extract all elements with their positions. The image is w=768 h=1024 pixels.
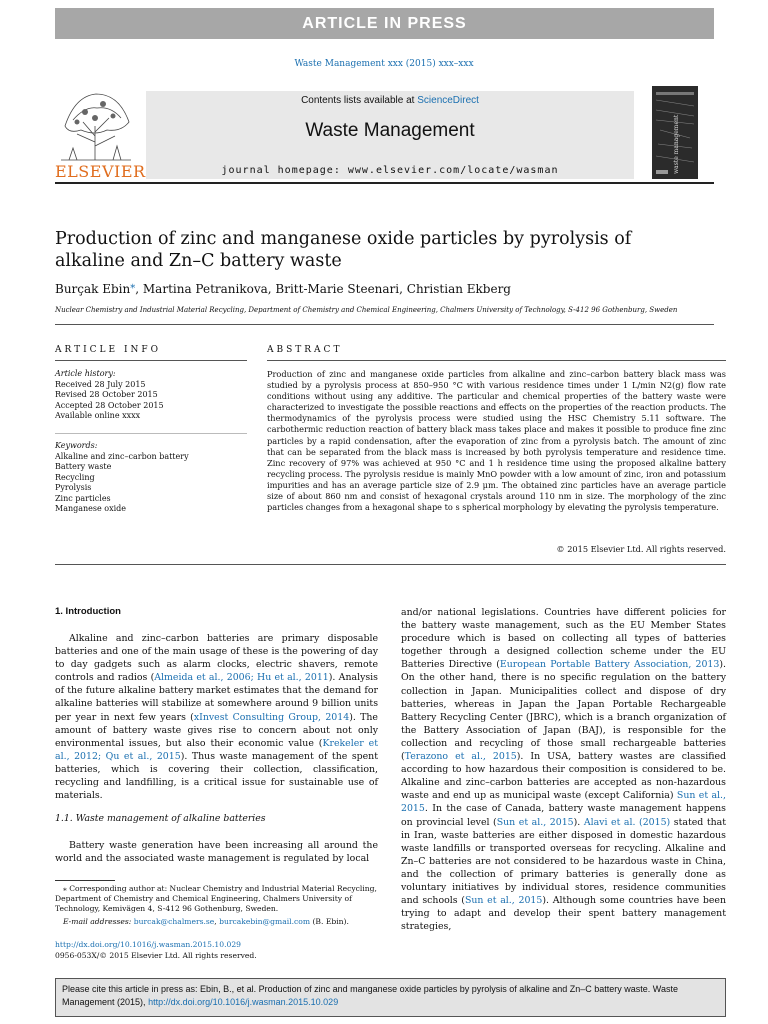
keywords-label: Keywords: [55, 441, 98, 450]
article-info-heading: ARTICLE INFO [55, 345, 162, 355]
text-run: ). Although some countries have been trying to adapt and develop their spent battery management strategies, [401, 895, 726, 933]
introduction-heading: 1. Introduction [55, 606, 121, 617]
footnotes [55, 884, 378, 927]
abstract-copyright: © 2015 Elsevier Ltd. All rights reserved. [556, 544, 726, 554]
email-suffix: (B. Ebin). [310, 916, 349, 926]
corresponding-author-mark[interactable]: ⁎ [130, 280, 136, 291]
affiliation: Nuclear Chemistry and Industrial Material Recycling, Department of Chemistry and Chemical Engineering, Chalmers University of Technology, S-412 96 Gothenburg, Sweden [55, 306, 678, 314]
header-rule [55, 182, 714, 184]
text-run: ). [573, 816, 584, 828]
abstract-text: Production of zinc and manganese oxide particles from alkaline and zinc–carbon battery black mass was studied by a pyrolysis process at 850–950 °C with various residence times under 1 L/min N2(g) flow rate conditions without using any additive. The particular and chemical properties of the battery waste were characterized to investigate the possible reactions and effects on the properties of the reaction products. The thermodynamics of the pyrolysis process were studied using the HSC Chemistry 5.11 software. The carbothermic reduction reaction of battery black mass takes place and makes it possible to produce fine zinc particles by a rapid condensation, after the evaporation of zinc from a pyrolysis batch. The amount of zinc that can be separated from the black mass is increased by both pyrolysis temperature and residence time. Zinc recovery of 97% was achieved at 950 °C and 1 h residence time using the proposed alkaline battery recycling process. The pyrolysis residue is mainly MnO powder with a low amount of zinc, iron and potassium impurities and has an average particle size of 2.9 μm. The obtained zinc particles have an average particle size of about 860 nm and consist of hexagonal crystals around 110 nm in size. The morphology of the zinc particles changes from a hexagonal shape to s spherical morphology by elevating the pyrolysis temperature. [267, 369, 726, 513]
text-run: . In the case of Canada, battery waste management happens on provincial level ( [401, 803, 726, 828]
cite-text: Please cite this article in press as: Ebin, B., et al. Production of zinc and manganese oxide particles by pyrolysis of alkaline and Zn–C battery waste. Waste Management (2015), [62, 984, 678, 1007]
history-item: Received 28 July 2015 [55, 379, 146, 389]
other-authors: , Martina Petranikova, Britt-Marie Steenari, Christian Ekberg [135, 282, 511, 296]
intro-paragraph-2 [55, 839, 378, 865]
email-addresses [55, 917, 378, 927]
citation-link[interactable]: Terazono et al., 2015 [404, 751, 517, 763]
email-link[interactable]: burcak@chalmers.se [133, 916, 215, 926]
journal-cover-thumbnail [652, 86, 698, 179]
sciencedirect-link[interactable]: ScienceDirect [417, 95, 479, 106]
text-run: ). The amount of battery waste gives rise to concern about not only environmental issues, but also their economic value ( [55, 711, 378, 749]
cite-doi-link[interactable]: http://dx.doi.org/10.1016/j.wasman.2015.10.029 [148, 997, 339, 1007]
intro-right-column [401, 606, 726, 933]
doi-block [55, 940, 257, 961]
divider [55, 324, 714, 325]
citation-link[interactable]: xInvest Consulting Group, 2014 [193, 711, 350, 723]
text-run: ). In USA, battery wastes are classified according to how hazardous their composition is considered to be. Alkaline and zinc–carbon batteries are accepted as non-hazardous waste and end up as municipal waste (except California) [401, 751, 727, 802]
text-run: Battery waste generation have been increasing all around the world and the associated waste management is regulated by local [55, 840, 378, 865]
corresponding-author: Burçak Ebin [55, 282, 131, 296]
article-history [55, 369, 164, 422]
footnote-rule [55, 880, 115, 881]
history-item: Accepted 28 October 2015 [55, 400, 164, 410]
text-run: ). Thus waste management of the spent batteries, which is covering their collection, classification, recycling and landfilling, is a critical issue for sustainable use of materials. [55, 750, 378, 802]
email-separator: , [214, 916, 220, 926]
contents-prefix: Contents lists available at [301, 95, 418, 106]
elsevier-wordmark: ELSEVIER [55, 162, 146, 181]
text-run: ). On the other hand, there is no specific regulation on the battery collection in Japan. Municipalities collect and dispose of dry batteries, whereas in Japan the Japan Portable Rechargeable Battery Recycling Center (JBRC), which is a branch organization of the Battery Association of Japan (BAJ), is responsible for the collection and recycling of those small rechargeable batteries ( [401, 659, 726, 763]
keyword-item: Manganese oxide [55, 504, 127, 513]
citation-link[interactable]: Sun et al., 2015 [464, 895, 543, 907]
paper-title: Production of zinc and manganese oxide particles by pyrolysis of alkaline and Zn–C battery waste [55, 229, 632, 271]
contents-lists-line [146, 95, 634, 106]
divider [267, 360, 726, 361]
history-label: Article history: [55, 369, 116, 378]
article-in-press-banner: ARTICLE IN PRESS [55, 8, 714, 39]
divider [55, 360, 247, 361]
divider [55, 564, 726, 565]
intro-paragraph-1 [55, 632, 378, 802]
issn-line: 0956-053X/© 2015 Elsevier Ltd. All rights reserved. [55, 950, 257, 960]
author-list [55, 282, 511, 296]
keyword-item: Alkaline and zinc–carbon battery [55, 451, 189, 461]
email-link[interactable]: burcakebin@gmail.com [219, 916, 311, 926]
text-run: ). Analysis of the future alkaline battery market estimates that the demand for alkaline batteries will stabilize at somewhere around 9 billion units per year in next few years ( [55, 672, 378, 723]
citation-link[interactable]: European Portable Battery Association, 2013 [499, 659, 720, 671]
keyword-item: Recycling [55, 472, 95, 482]
keyword-item: Pyrolysis [55, 483, 92, 492]
text-run: and/or national legislations. Countries have different policies for the battery waste management, such as the EU Member States procedure which is based on collecting all types of batteries together through a designed collection scheme under the EU Batteries Directive ( [401, 607, 726, 671]
journal-homepage[interactable]: journal homepage: www.elsevier.com/locate/wasman [221, 165, 559, 176]
citation-link[interactable]: Krekeler et al., 2012; Qu et al., 2015 [55, 737, 378, 762]
journal-reference-link[interactable]: Waste Management xxx (2015) xxx–xxx [294, 59, 474, 69]
cover-journal-name: waste management [673, 114, 680, 174]
keyword-item: Zinc particles [55, 493, 111, 503]
keywords [55, 441, 189, 515]
citation-link[interactable]: Alavi et al. (2015) [583, 816, 671, 828]
history-item: Available online xxxx [55, 411, 141, 420]
cite-this-article-box [55, 978, 726, 1017]
keyword-item: Battery waste [55, 462, 112, 471]
abstract-heading: ABSTRACT [267, 345, 343, 355]
email-label: E-mail addresses: [63, 916, 132, 926]
citation-link[interactable]: Almeida et al., 2006; Hu et al., 2011 [154, 672, 329, 684]
text-run: Alkaline and zinc–carbon batteries are primary disposable batteries and one of the main usage of these is the powering of day to day gadgets such as alarm clocks, electric shavers, remote controls and radios ( [55, 633, 378, 684]
journal-title: Waste Management [305, 120, 475, 141]
text-run: stated that in Iran, waste batteries are either disposed in domestic hazardous waste landfills or transported overseas for recycling. Alkaline and Zn–C batteries are not considered to be hazardous waste in China, and the collection of primary batteries is generally done as voluntary initiatives by individual stores, residence communities and schools ( [401, 816, 727, 907]
doi-link[interactable]: http://dx.doi.org/10.1016/j.wasman.2015.10.029 [55, 940, 241, 949]
citation-link[interactable]: Sun et al., 2015 [401, 790, 726, 815]
subsection-heading: 1.1. Waste management of alkaline batteries [55, 813, 266, 824]
citation-link[interactable]: Sun et al., 2015 [496, 816, 574, 828]
history-item: Revised 28 October 2015 [55, 390, 158, 399]
corresponding-author-note: ⁎ Corresponding author at: Nuclear Chemistry and Industrial Material Recycling, Department of Chemistry and Chemical Engineering, Chalmers University of Technology, Kemivägen 4, S-412 96 Gothenburg, Sweden. [55, 884, 377, 914]
divider [55, 433, 247, 434]
